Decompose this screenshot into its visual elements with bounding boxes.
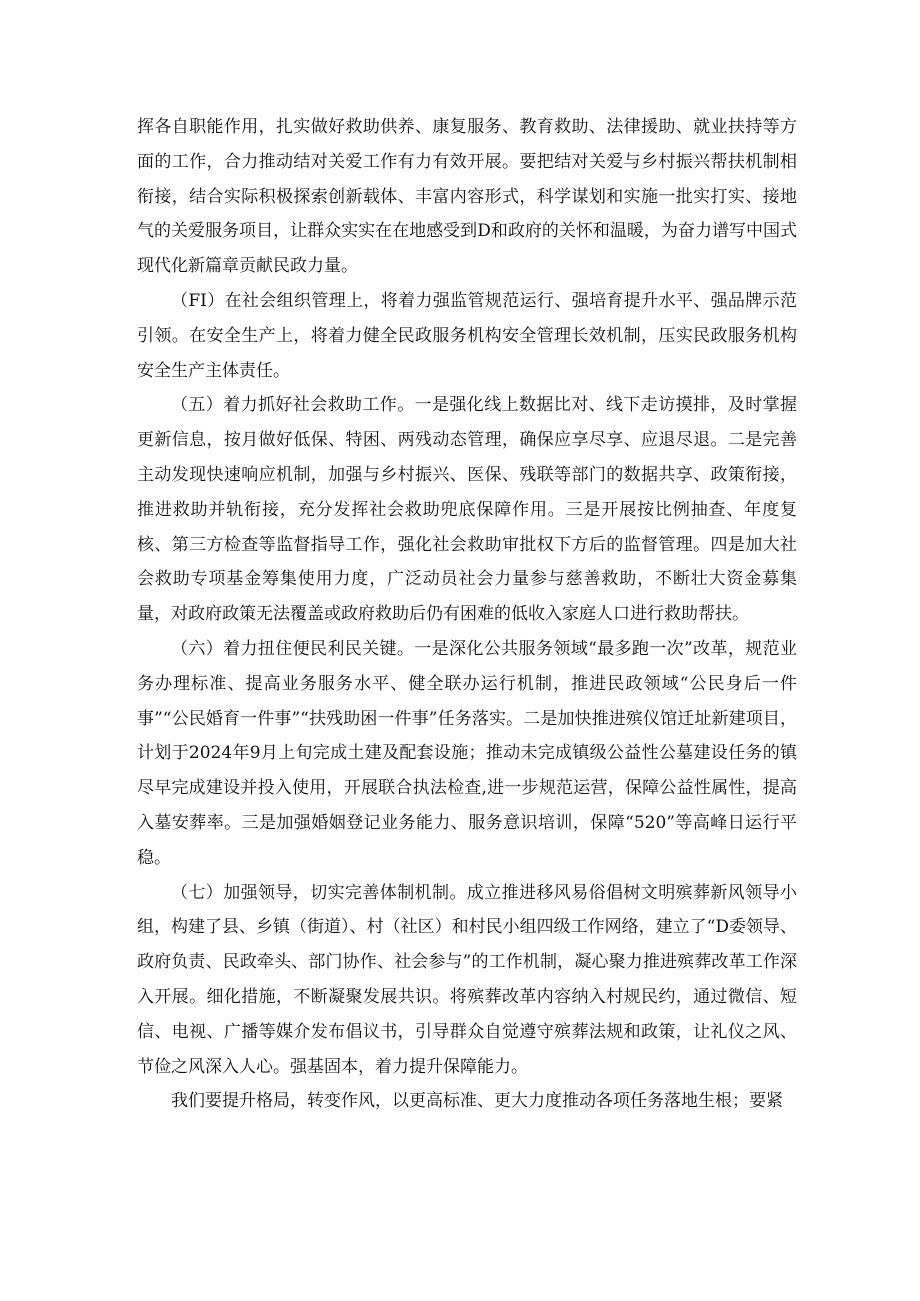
paragraph-6: 我们要提升格局，转变作风，以更高标准、更大力度推动各项任务落地生根；要紧 [171, 1091, 783, 1112]
paragraph-2: （FI）在社会组织管理上，将着力强监管规范运行、强培育提升水平、强品牌示范引领。在安全生产上，将着力健全民政服务机构安全管理长效机制，压实民政服务机构安全生产主体责任。 [137, 290, 797, 381]
paragraph-5: （七）加强领导，切实完善体制机制。成立推进移风易俗倡树文明殡葬新风领导小组，构建了县、乡镇（街道）、村（社区）和村民小组四级工作网络，建立了“D委领导、政府负责、民政牵头、部门协作、社会参与”的工作机制，凝心聚力推进殡葬改革工作深入开展。细化措施，不断凝聚发展共识。将殡葬改革内容纳入村规民约，通过微信、短信、电视、广播等媒介发布倡议书，引导群众自觉遵守殡葬法规和政策，让礼仪之风、节俭之风深入人心。强基固本，着力提升保障能力。 [137, 882, 797, 1077]
paragraph-3: （五）着力抓好社会救助工作。一是强化线上数据比对、线下走访摸排，及时掌握更新信息，按月做好低保、特困、两残动态管理，确保应享尽享、应退尽退。二是完善主动发现快速响应机制，加强与乡村振兴、医保、残联等部门的数据共享、政策衔接，推进救助并轨衔接，充分发挥社会救助兜底保障作用。三是开展按比例抽查、年度复核、第三方检查等监督指导工作，强化社会救助审批权下方后的监督管理。四是加大社会救助专项基金筹集使用力度，广泛动员社会力量参与慈善救助，不断壮大资金募集量，对政府政策无法覆盖或政府救助后仍有困难的低收入家庭人口进行救助帮扶。 [137, 395, 797, 625]
paragraph-4: （六）着力扭住便民利民关键。一是深化公共服务领域“最多跑一次”改革，规范业务办理标准、提高业务服务水平、健全联办运行机制，推进民政领域“公民身后一件事”“公民婚育一件事”“扶残助困一件事”任务落实。二是加快推进殡仪馆迁址新建项目，计划于2024年9月上旬完成土建及配套设施；推动未完成镇级公益性公墓建设任务的镇尽早完成建设并投入使用，开展联合执法检查,进一步规范运营，保障公益性属性，提高入墓安葬率。三是加强婚姻登记业务能力、服务意识培训，保障“520”等高峰日运行平稳。 [137, 638, 797, 868]
document-body [137, 110, 797, 1119]
paragraph-1: 挥各自职能作用，扎实做好救助供养、康复服务、教育救助、法律援助、就业扶持等方面的工作，合力推动结对关爱工作有力有效开展。要把结对关爱与乡村振兴帮扶机制相衔接，结合实际积极探索创新载体、丰富内容形式，科学谋划和实施一批实打实、接地气的关爱服务项目，让群众实实在在地感受到D和政府的关怀和温暖，为奋力谱写中国式现代化新篇章贡献民政力量。 [137, 117, 797, 277]
